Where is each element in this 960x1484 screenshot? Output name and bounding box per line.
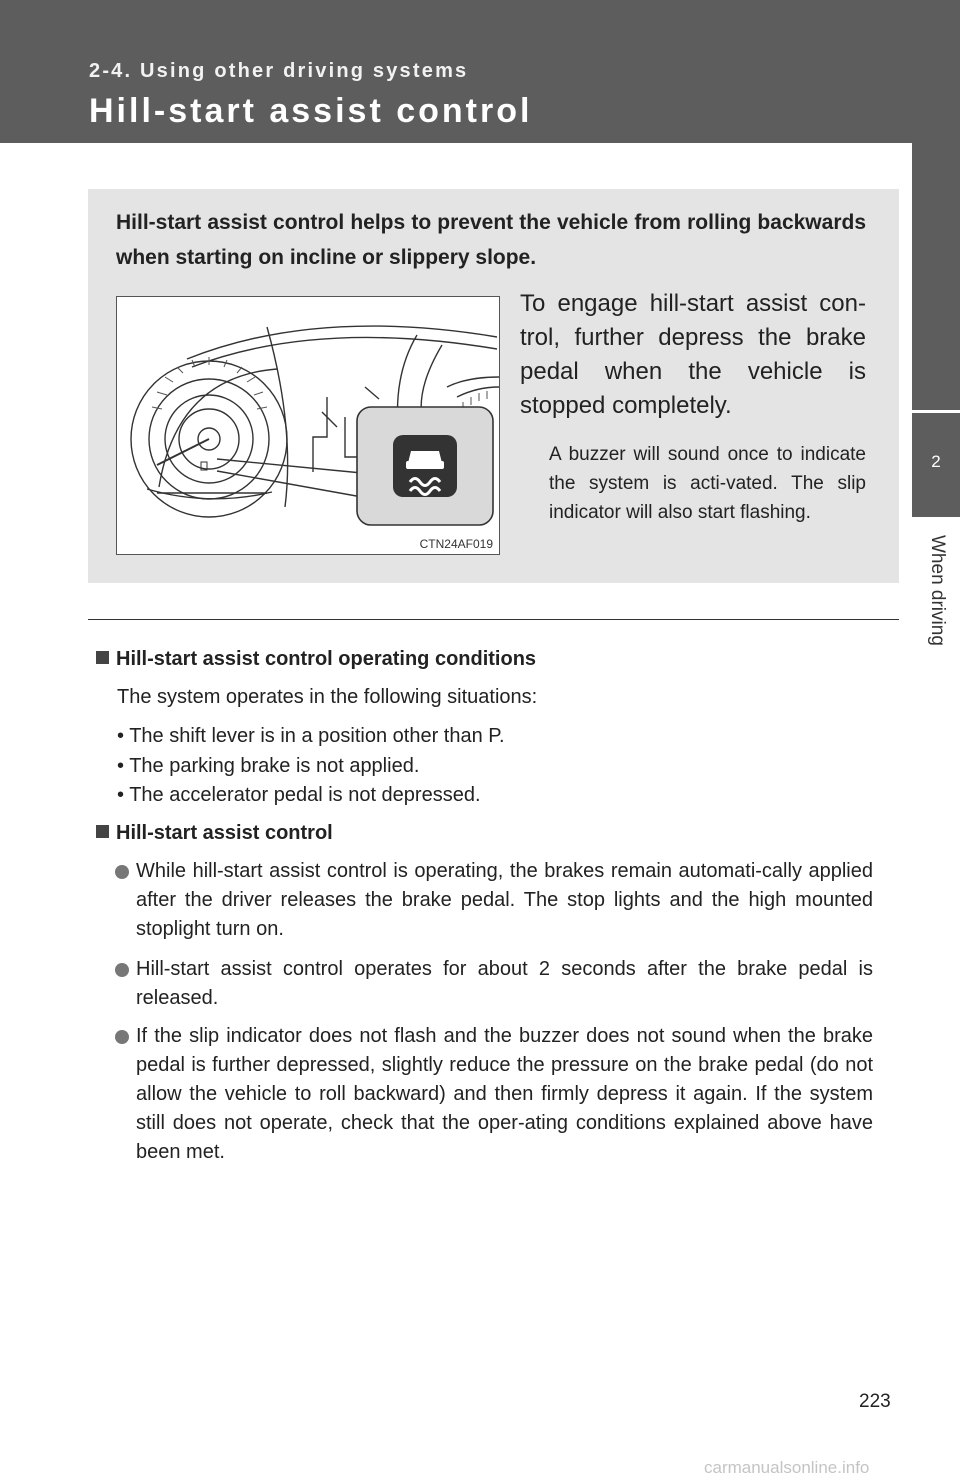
conditions-lead: The system operates in the following situations: (117, 686, 538, 708)
circle-bullet-icon (115, 963, 129, 977)
page-number: 223 (859, 1391, 891, 1412)
intro-summary: Hill-start assist control helps to prevent the vehicle from rolling backwards when starting on incline or slippery slope. (116, 211, 866, 269)
section-label: 2-4. Using other driving systems (89, 60, 469, 82)
buzzer-note: A buzzer will sound once to indicate the system is acti-vated. The slip indicator will also start flashing. (549, 444, 866, 523)
section-divider (88, 619, 899, 620)
square-bullet-icon (96, 651, 109, 664)
condition-item: • The accelerator pedal is not depressed. (117, 784, 481, 806)
control-item: While hill-start assist control is operating, the brakes remain automati-cally applied after the driver releases the brake pedal. The stop lights and the high mounted stoplight turn on. (115, 857, 873, 944)
page-title: Hill-start assist control (89, 92, 533, 130)
instrument-cluster-illustration (117, 297, 499, 554)
square-bullet-icon (96, 825, 109, 838)
chapter-name: When driving (927, 535, 948, 646)
conditions-heading: Hill-start assist control operating conditions (96, 648, 536, 671)
figure-code: CTN24AF019 (419, 537, 493, 551)
watermark: carmanualsonline.info (704, 1458, 870, 1477)
instrument-cluster-figure (116, 296, 500, 555)
condition-item: • The parking brake is not applied. (117, 755, 420, 777)
side-tab-upper (912, 143, 960, 410)
control-item: Hill-start assist control operates for about 2 seconds after the brake pedal is released. (115, 955, 873, 1013)
control-item: If the slip indicator does not flash and the buzzer does not sound when the brake pedal is further depressed, slightly reduce the pressure on the brake pedal (do not allow the vehicle to roll backward) and then firmly depress it again. If the system still does not operate, check that the oper-ating conditions explained above have been met. (115, 1022, 873, 1167)
circle-bullet-icon (115, 1030, 129, 1044)
control-heading: Hill-start assist control (96, 822, 333, 845)
circle-bullet-icon (115, 865, 129, 879)
condition-item: • The shift lever is in a position other than P. (117, 725, 505, 747)
chapter-number: 2 (931, 452, 941, 471)
slip-indicator-icon (393, 435, 457, 497)
engage-instruction: To engage hill-start assist con-trol, further depress the brake pedal when the vehicle is stopped completely. (520, 290, 866, 419)
